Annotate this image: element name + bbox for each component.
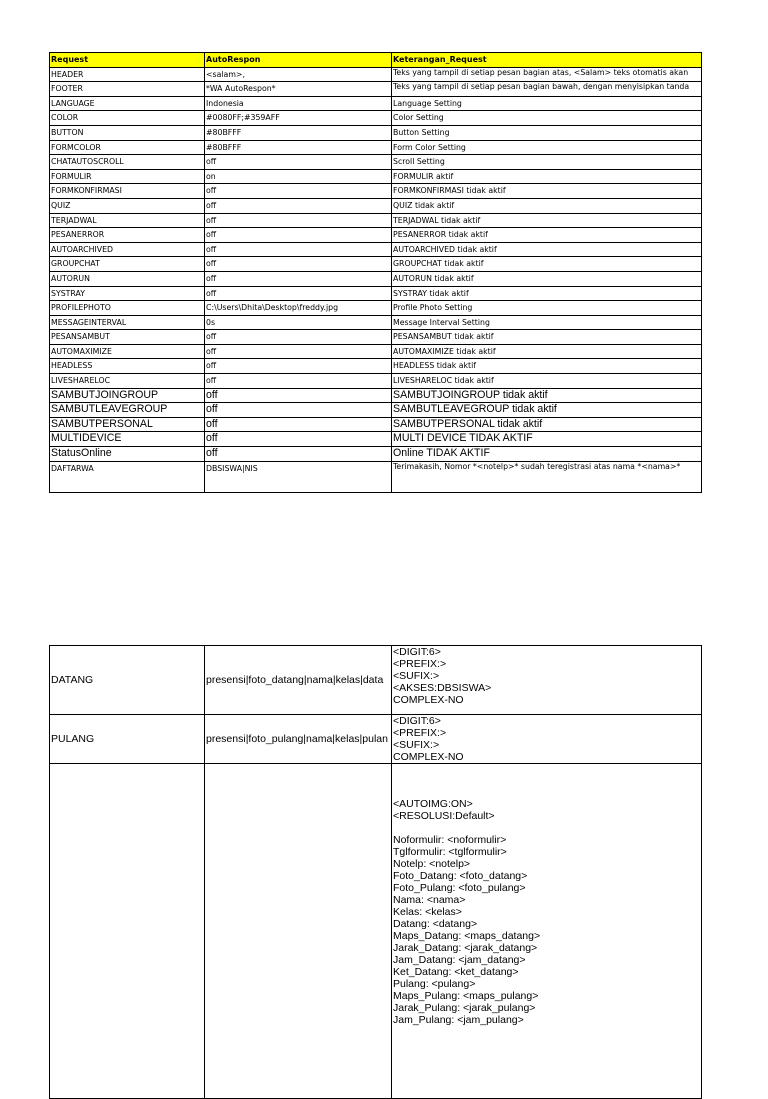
cell-autorespon: presensi|foto_datang|nama|kelas|data <box>205 646 392 715</box>
cell-autorespon: presensi|foto_pulang|nama|kelas|pulan <box>205 715 392 764</box>
cell-autorespon: off <box>205 257 392 272</box>
cell-keterangan <box>392 764 702 1099</box>
table-row <box>50 228 702 243</box>
cell-request: FORMCOLOR <box>50 140 205 155</box>
cell-keterangan: Teks yang tampil di setiap pesan bagian atas, <Salam> teks otomatis akan <box>392 67 702 82</box>
table-row <box>50 213 702 228</box>
cell-request: COLOR <box>50 111 205 126</box>
cell-autorespon: off <box>205 388 392 403</box>
cell-request: DAFTARWA <box>50 461 205 492</box>
cell-request: StatusOnline <box>50 447 205 462</box>
text-line: Jarak_Datang: <jarak_datang> <box>393 942 538 954</box>
cell-request: LANGUAGE <box>50 96 205 111</box>
table-row <box>50 271 702 286</box>
cell-request: SYSTRAY <box>50 286 205 301</box>
text-line: Tglformulir: <tglformulir> <box>393 846 507 858</box>
cell-autorespon: <salam>, <box>205 67 392 82</box>
table-row <box>50 764 702 1099</box>
cell-keterangan: Form Color Setting <box>392 140 702 155</box>
text-line: <SUFIX:> <box>393 739 440 751</box>
cell-keterangan: Button Setting <box>392 125 702 140</box>
text-line: <DIGIT:6> <box>393 646 441 658</box>
cell-autorespon: DBSISWA|NIS <box>205 461 392 492</box>
table-row <box>50 257 702 272</box>
cell-keterangan: FORMKONFIRMASI tidak aktif <box>392 184 702 199</box>
text-line: Notelp: <notelp> <box>393 858 471 870</box>
text-line: Ket_Datang: <ket_datang> <box>393 966 519 978</box>
cell-autorespon: #80BFFF <box>205 125 392 140</box>
table-row <box>50 184 702 199</box>
table-row <box>50 646 702 715</box>
table-row <box>50 301 702 316</box>
text-line: <SUFIX:> <box>393 670 440 682</box>
cell-autorespon: off <box>205 198 392 213</box>
table-row <box>50 111 702 126</box>
cell-autorespon: Indonesia <box>205 96 392 111</box>
cell-request: CHATAUTOSCROLL <box>50 155 205 170</box>
cell-request: MESSAGEINTERVAL <box>50 315 205 330</box>
cell-keterangan: SYSTRAY tidak aktif <box>392 286 702 301</box>
table-row <box>50 155 702 170</box>
header-cell-autorespon: AutoRespon <box>205 53 392 68</box>
table-row <box>50 417 702 432</box>
table-row <box>50 140 702 155</box>
cell-keterangan: AUTOARCHIVED tidak aktif <box>392 242 702 257</box>
cell-request: FORMULIR <box>50 169 205 184</box>
cell-request: PULANG <box>50 715 205 764</box>
cell-autorespon: off <box>205 242 392 257</box>
cell-autorespon: off <box>205 417 392 432</box>
header-cell-request: Request <box>50 53 205 68</box>
cell-keterangan: Message Interval Setting <box>392 315 702 330</box>
cell-autorespon: off <box>205 403 392 418</box>
cell-autorespon: C:\Users\Dhita\Desktop\freddy.jpg <box>205 301 392 316</box>
table-row <box>50 67 702 82</box>
cell-request: AUTORUN <box>50 271 205 286</box>
cell-keterangan: PESANERROR tidak aktif <box>392 228 702 243</box>
text-line: COMPLEX-NO <box>393 694 464 706</box>
cell-request: FOOTER <box>50 82 205 97</box>
cell-keterangan <box>392 646 702 715</box>
cell-request: PROFILEPHOTO <box>50 301 205 316</box>
cell-keterangan: QUIZ tidak aktif <box>392 198 702 213</box>
header-cell-keterangan: Keterangan_Request <box>392 53 702 68</box>
cell-keterangan: MULTI DEVICE TIDAK AKTIF <box>392 432 702 447</box>
cell-request: LIVESHARELOC <box>50 374 205 389</box>
cell-request: SAMBUTLEAVEGROUP <box>50 403 205 418</box>
cell-keterangan: LIVESHARELOC tidak aktif <box>392 374 702 389</box>
cell-autorespon: #80BFFF <box>205 140 392 155</box>
table-row <box>50 403 702 418</box>
table-row <box>50 315 702 330</box>
table-row <box>50 388 702 403</box>
cell-autorespon: on <box>205 169 392 184</box>
text-line: Nama: <nama> <box>393 894 466 906</box>
table-row <box>50 344 702 359</box>
text-line: Kelas: <kelas> <box>393 906 462 918</box>
cell-keterangan: Scroll Setting <box>392 155 702 170</box>
cell-request: FORMKONFIRMASI <box>50 184 205 199</box>
cell-request: SAMBUTJOINGROUP <box>50 388 205 403</box>
text-line: Pulang: <pulang> <box>393 978 476 990</box>
table-row <box>50 82 702 97</box>
cell-request: TERJADWAL <box>50 213 205 228</box>
text-line: Foto_Pulang: <foto_pulang> <box>393 882 526 894</box>
text-line: Jam_Pulang: <jam_pulang> <box>393 1014 524 1026</box>
text-line: <AKSES:DBSISWA> <box>393 682 492 694</box>
text-line: <AUTOIMG:ON> <box>393 798 473 810</box>
cell-autorespon: off <box>205 374 392 389</box>
table-row <box>50 96 702 111</box>
cell-request <box>50 764 205 1099</box>
cell-keterangan: AUTOMAXIMIZE tidak aktif <box>392 344 702 359</box>
table-row <box>50 330 702 345</box>
table-row <box>50 242 702 257</box>
cell-keterangan: Color Setting <box>392 111 702 126</box>
text-line: Maps_Pulang: <maps_pulang> <box>393 990 539 1002</box>
text-line: <PREFIX:> <box>393 658 447 670</box>
table-row <box>50 432 702 447</box>
cell-request: PESANERROR <box>50 228 205 243</box>
table-row <box>50 359 702 374</box>
header-row <box>50 53 702 68</box>
cell-autorespon: off <box>205 213 392 228</box>
cell-keterangan: HEADLESS tidak aktif <box>392 359 702 374</box>
cell-request: GROUPCHAT <box>50 257 205 272</box>
text-line <box>393 822 700 834</box>
table-row <box>50 125 702 140</box>
table-row <box>50 447 702 462</box>
text-line: <PREFIX:> <box>393 727 447 739</box>
text-line: Datang: <datang> <box>393 918 478 930</box>
cell-autorespon: off <box>205 271 392 286</box>
table-row <box>50 286 702 301</box>
settings-table <box>49 52 702 493</box>
text-line: Jarak_Pulang: <jarak_pulang> <box>393 1002 536 1014</box>
cell-request: MULTIDEVICE <box>50 432 205 447</box>
cell-autorespon: off <box>205 286 392 301</box>
cell-autorespon: off <box>205 359 392 374</box>
cell-keterangan: Language Setting <box>392 96 702 111</box>
text-line: <RESOLUSI:Default> <box>393 810 495 822</box>
text-line: Foto_Datang: <foto_datang> <box>393 870 528 882</box>
text-line: Noformulir: <noformulir> <box>393 834 507 846</box>
text-line: Maps_Datang: <maps_datang> <box>393 930 541 942</box>
cell-keterangan: Online TIDAK AKTIF <box>392 447 702 462</box>
cell-keterangan <box>392 715 702 764</box>
cell-autorespon: off <box>205 432 392 447</box>
cell-autorespon <box>205 764 392 1099</box>
cell-autorespon: off <box>205 447 392 462</box>
cell-request: AUTOARCHIVED <box>50 242 205 257</box>
table-row <box>50 461 702 492</box>
cell-autorespon: off <box>205 155 392 170</box>
table-row <box>50 715 702 764</box>
cell-request: QUIZ <box>50 198 205 213</box>
table-row <box>50 198 702 213</box>
cell-request: HEADLESS <box>50 359 205 374</box>
table-row <box>50 169 702 184</box>
cell-autorespon: off <box>205 228 392 243</box>
cell-request: PESANSAMBUT <box>50 330 205 345</box>
cell-keterangan: Profile Photo Setting <box>392 301 702 316</box>
cell-keterangan: GROUPCHAT tidak aktif <box>392 257 702 272</box>
cell-keterangan: SAMBUTPERSONAL tidak aktif <box>392 417 702 432</box>
cell-keterangan: PESANSAMBUT tidak aktif <box>392 330 702 345</box>
text-line: <DIGIT:6> <box>393 715 441 727</box>
cell-autorespon: off <box>205 344 392 359</box>
cell-request: HEADER <box>50 67 205 82</box>
cell-autorespon: off <box>205 184 392 199</box>
cell-request: DATANG <box>50 646 205 715</box>
cell-request: AUTOMAXIMIZE <box>50 344 205 359</box>
text-line: COMPLEX-NO <box>393 751 464 763</box>
cell-keterangan: AUTORUN tidak aktif <box>392 271 702 286</box>
cell-keterangan: SAMBUTLEAVEGROUP tidak aktif <box>392 403 702 418</box>
cell-keterangan: Terimakasih, Nomor *<notelp>* sudah teregistrasi atas nama *<nama>* <box>392 461 702 492</box>
cell-request: SAMBUTPERSONAL <box>50 417 205 432</box>
cell-autorespon: #0080FF;#359AFF <box>205 111 392 126</box>
cell-autorespon: off <box>205 330 392 345</box>
cell-request: BUTTON <box>50 125 205 140</box>
response-table <box>49 645 702 1099</box>
text-line: Jam_Datang: <jam_datang> <box>393 954 526 966</box>
cell-autorespon: *WA AutoRespon* <box>205 82 392 97</box>
cell-keterangan: TERJADWAL tidak aktif <box>392 213 702 228</box>
table-row <box>50 374 702 389</box>
cell-autorespon: 0s <box>205 315 392 330</box>
cell-keterangan: SAMBUTJOINGROUP tidak aktif <box>392 388 702 403</box>
cell-keterangan: Teks yang tampil di setiap pesan bagian bawah, dengan menyisipkan tanda <box>392 82 702 97</box>
cell-keterangan: FORMULIR aktif <box>392 169 702 184</box>
